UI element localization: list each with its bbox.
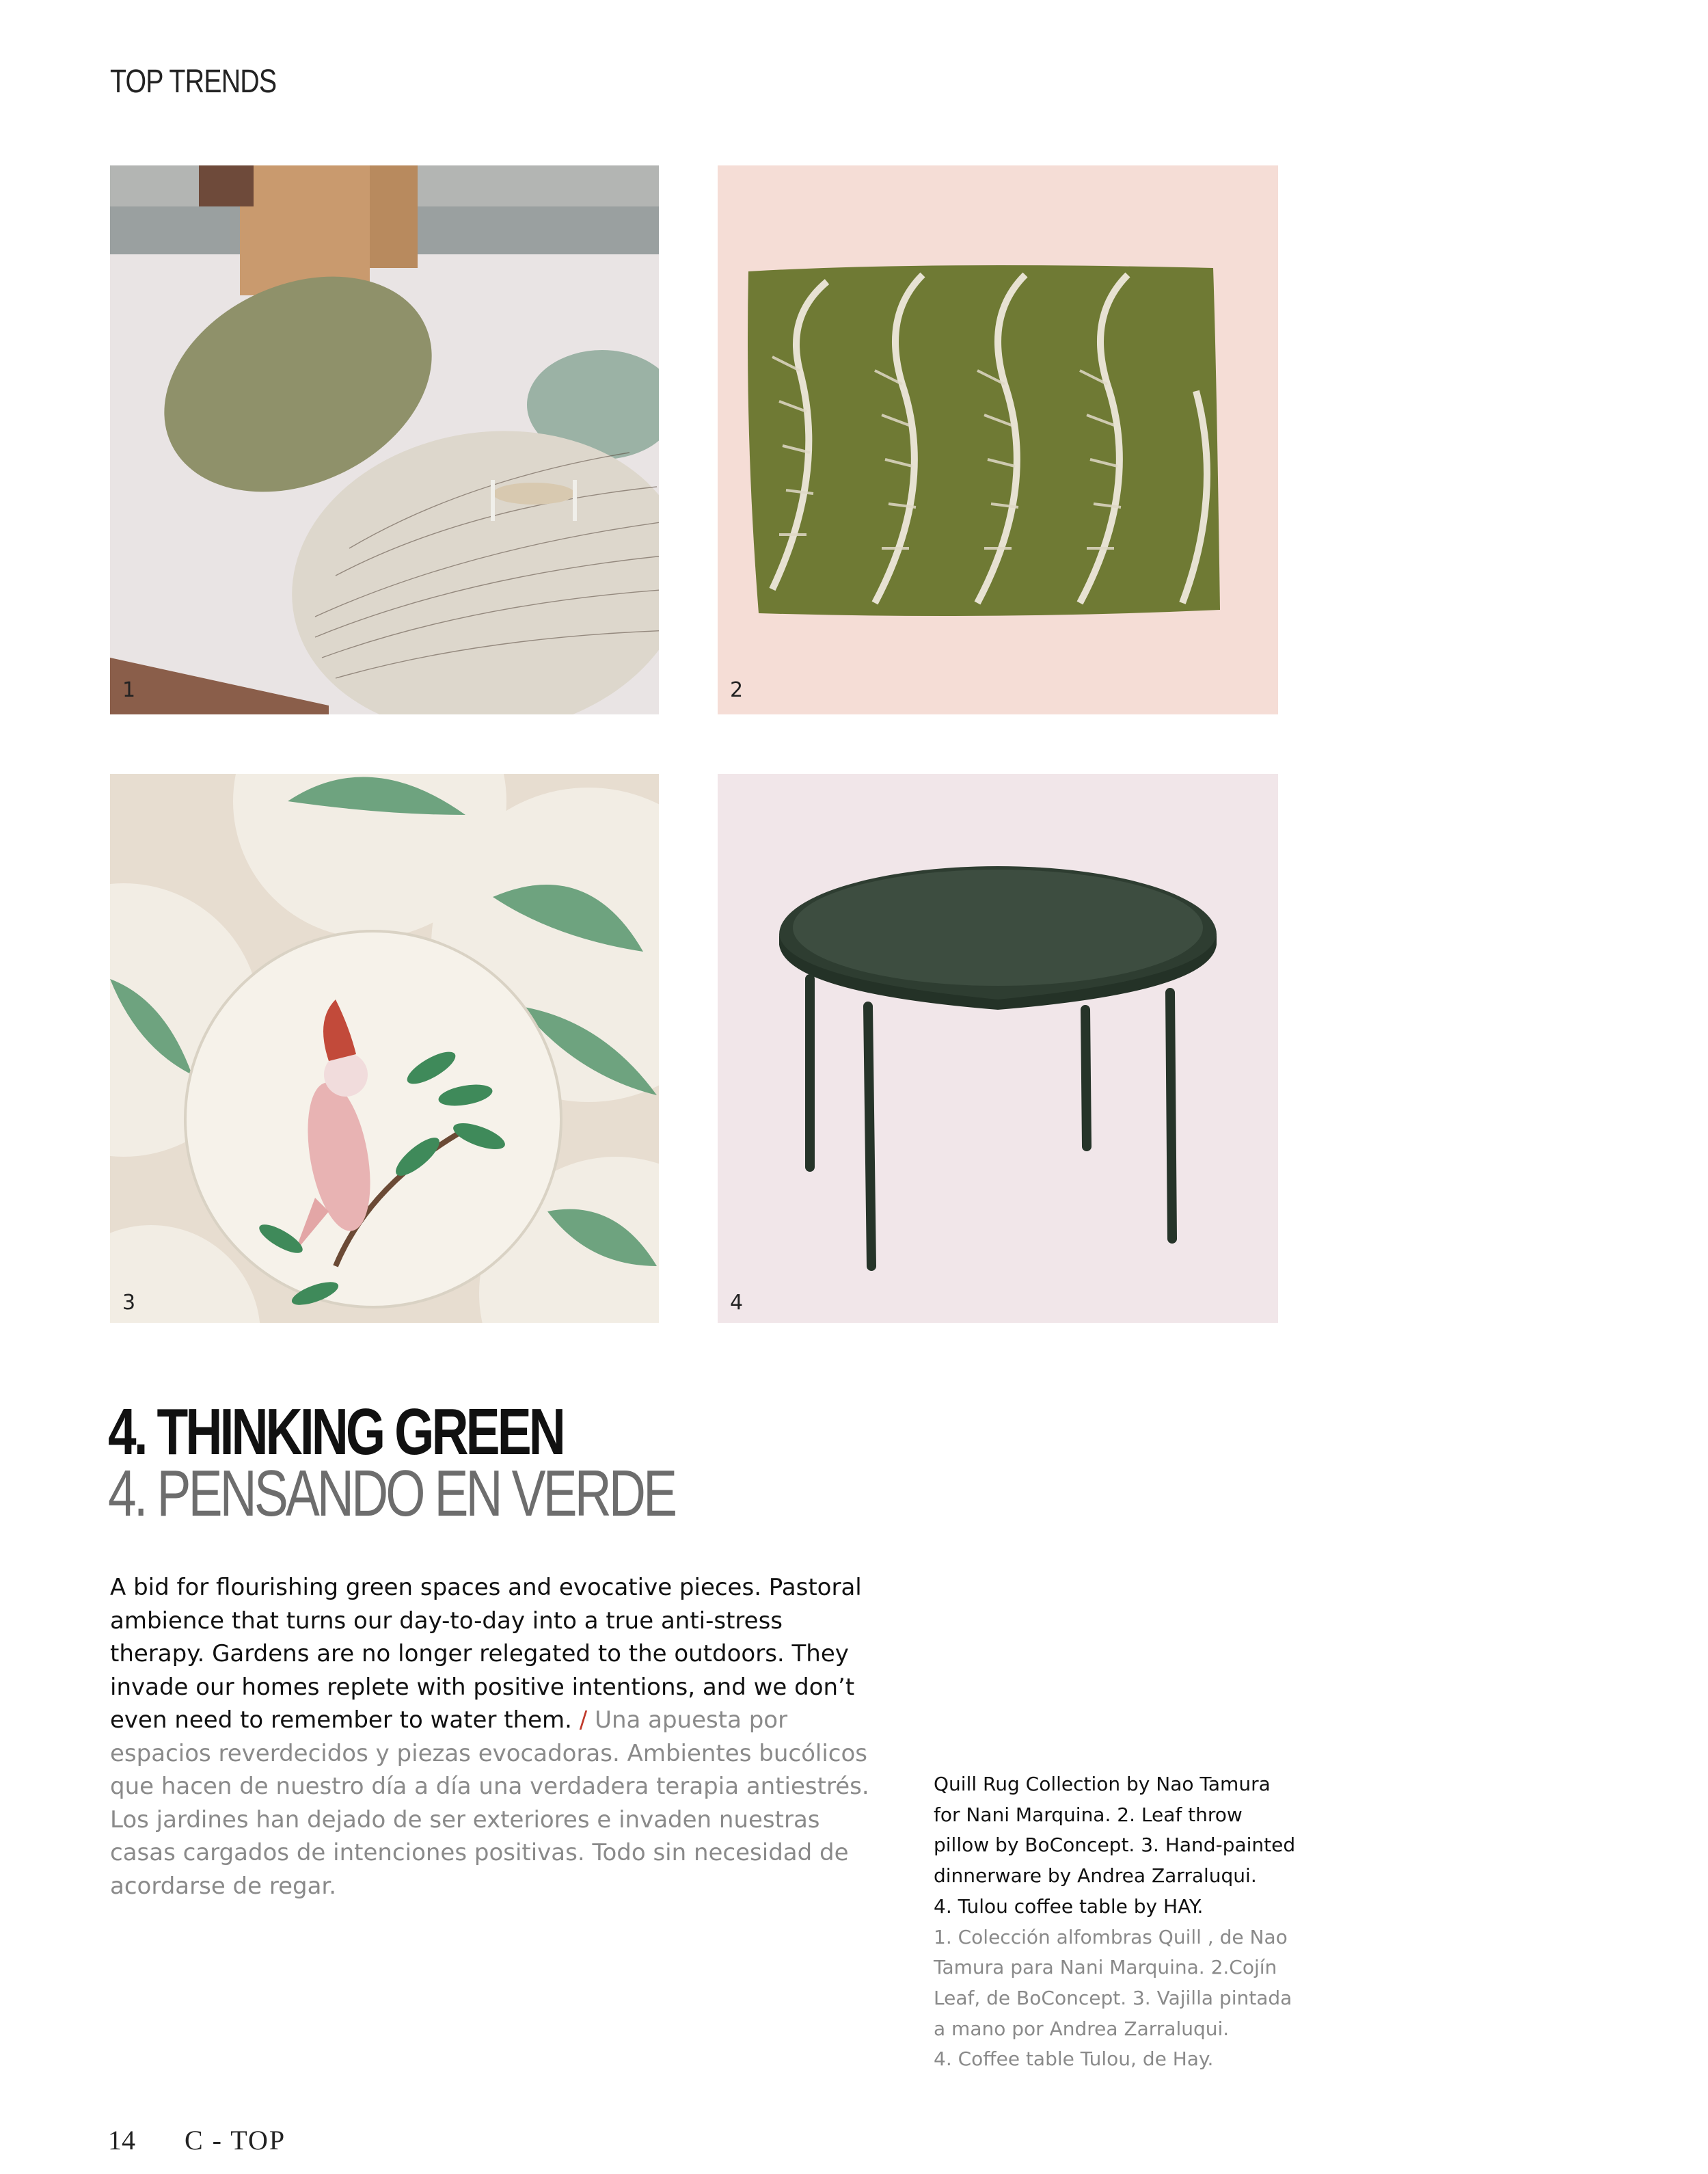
photo-number: 4 — [730, 1291, 744, 1315]
caption-es-line: 4. Coffee table Tulou, de Hay. — [934, 2048, 1214, 2071]
caption-en-line: for Nani Marquina. 2. Leaf throw — [934, 1803, 1243, 1826]
magazine-name: C - TOP — [185, 2125, 286, 2156]
photo-number: 1 — [122, 678, 136, 702]
caption-en-line: pillow by BoConcept. 3. Hand-painted — [934, 1834, 1296, 1857]
caption-es-line: 1. Colección alfombras Quill , de Nao — [934, 1925, 1288, 1948]
photo-leaf-pillow — [718, 165, 1278, 714]
caption-es-line: Leaf, de BoConcept. 3. Vajilla pintada — [934, 1986, 1292, 2009]
caption-es-line: Tamura para Nani Marquina. 2.Cojín — [934, 1956, 1277, 1979]
article-body-en: A bid for flourishing green spaces and evocative pieces. Pastoral ambience that turns our day-to-day into a true anti-stress therapy. Gardens are no longer relegated to the outdoors. They invade our homes replete with positive intentions, and we don’t even need to remember to water them. — [110, 1574, 862, 1734]
section-header: TOP TRENDS — [110, 64, 277, 100]
caption-en-line: dinnerware by Andrea Zarraluqui. — [934, 1864, 1257, 1888]
article-body — [110, 1571, 882, 1903]
page-number: 14 — [108, 2125, 135, 2156]
caption-en-line: 4. Tulou coffee table by HAY. — [934, 1894, 1204, 1918]
article-title-es: 4. PENSANDO EN VERDE — [108, 1457, 675, 1530]
language-separator: / — [579, 1706, 588, 1734]
photo-coffee-table — [718, 774, 1278, 1323]
photo-leaf-rugs — [110, 165, 659, 714]
article-body-es: Una apuesta por espacios reverdecidos y piezas evocadoras. Ambientes bucólicos que hacen de nuestro día a día una verdadera terapia antiestrés. Los jardines han dejado de ser exteriores e invaden nuestras casas cargados de intenciones positivas. Todo sin necesidad de acordarse de regar. — [110, 1706, 869, 1900]
caption-es-line: a mano por Andrea Zarraluqui. — [934, 2017, 1230, 2040]
photo-number: 3 — [122, 1291, 136, 1315]
photo-captions — [934, 1769, 1303, 2075]
article-title-en: 4. THINKING GREEN — [108, 1395, 563, 1468]
caption-en-line: Quill Rug Collection by Nao Tamura — [934, 1773, 1271, 1795]
photo-painted-plates — [110, 774, 659, 1323]
photo-number: 2 — [730, 678, 744, 702]
